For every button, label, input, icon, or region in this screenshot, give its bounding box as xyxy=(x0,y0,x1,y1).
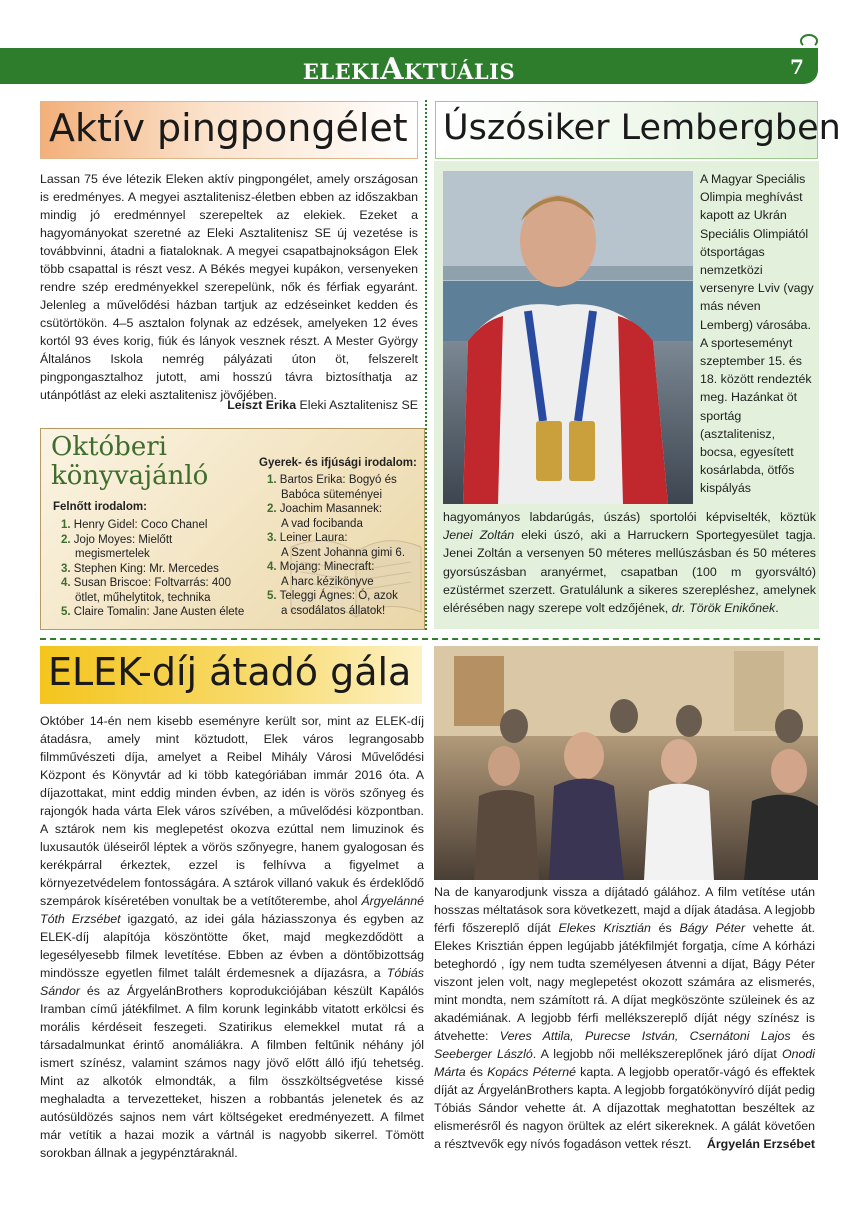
list-item: 3. Leiner Laura: A Szent Johanna gimi 6. xyxy=(267,532,406,559)
author-org: Eleki Asztalitenisz SE xyxy=(299,398,418,412)
gala-audience-photo xyxy=(434,646,818,880)
title-big-letter: A xyxy=(380,52,405,87)
article-body-gala-left: Október 14-én nem kisebb eseményre került sor, mint az ELEK-díj átadásra, amely mint köztudott, Elek város legrangosabb filmművészeti díja, amelyet a Reibel Mihály Városi Művelődési Központ és Könyvtár ad ki több kategóriában immár 2016 óta. A díjazottakat, mint eddig minden évben, az idén is vörös szőnyeg és rajongók hada várta Elek város szívében, a művelődési központban. A sztárok nem kis meglepetést okozva ezúttal nem limuzinok és luxusautók üléseiről léptek a vörös szőnyegre, hanem gyalogosan és kerékpárral érkeztek, ezzel is felhívva a figyelmet a környezetvédelem fontosságára. A sztárok villanó vakuk és érdeklődő szempárok kíséretében vonultak be a vetítőterembe, ahol Árgyelánné Tóth Erzsébet igazgató, az idei gála háziasszonya és egyben az ELEK-díj alapítója köszöntötte őket, majd megkezdődött a legesélyesebb filmek levetítése. Ebben az évben a döntőbizottság mindössze egyetlen filmet talált érdemesnek a díjazásra, a Tóbiás Sándor és az ÁrgyelánBrothers koprodukciójában készült Kapálós Iramban című játékfilmet. A film korunk leginkább vitatott erkölcsi és morális kérdéseit feszegeti. Szatirikus elemekkel mutat rá a társadalmunkat érintő anomáliákra. A filmben feltűnik néhány jól ismert színész, valamint számos nagy jövő előtt álló ifjú tehetség. Mint az alkotók elmondták, a film összköltségvetése kissé meghaladta a tervezetteket, hiszen a robbantás jelenetek és az autósüldözés sajnos nem várt költségeket eredményezett. A filmet már vetítik a hazai mozik a vártnál is nagyobb sikerrel. Tömött sorokban állnak a jegypénztáraknál. xyxy=(40,714,425,1160)
article-title-pingpong: Aktív pingpongélet xyxy=(40,101,418,159)
page-number: 7 xyxy=(790,55,804,79)
article-title-gala: ELEK-díj átadó gála xyxy=(40,646,422,704)
swimmer-photo xyxy=(443,171,693,504)
book-title-line-1: Októberi xyxy=(51,432,167,462)
list-item: 1. Henry Gidel: Coco Chanel xyxy=(61,519,208,531)
list-item: 4. Mojang: Minecraft: A harc kézikönyve xyxy=(267,561,375,588)
list-item: 5. Claire Tomalin: Jane Austen élete xyxy=(61,606,245,618)
swimmer-name: Jenei Zoltán xyxy=(443,528,515,543)
author-name: Leiszt Erika xyxy=(227,398,297,412)
book-title-line-2: könyvajánló xyxy=(51,461,209,491)
director-name: Tóbiás Sándor xyxy=(40,966,424,998)
magazine-title xyxy=(0,52,818,87)
article-signature-gala: Árgyelán Erzsébet xyxy=(706,1137,815,1151)
coach-name: dr. Török Enikőnek xyxy=(671,601,776,616)
article-title-swimming: Úszósiker Lembergben xyxy=(435,101,818,159)
article-body-pingpong: Lassan 75 éve létezik Eleken aktív pingpongélet, amely országosan is eredményes. A megyei asztalitenisz-életben ebben az időszakban mindig jó eredménnyel szerepeltek az elekiek. Ezeket a hagyományokat szeretné az Eleki Asztalitenisz SE új vezetése is továbbvinni, átadni a fiataloknak. A megyei csapatbajnokságon Elek több csapattal is részt vesz. A Békés megyei kupákon, versenyeken rendre szép eredményekkel szerepelünk, nők és férfiak egyaránt. Jelenleg a művelődési házban tartjuk az edzéseinket kedden és csütörtökön. 4–5 asztalon folynak az edzések, amelyeken 12 éves kortól 93 éves korig, fiúk és lányok vesznek részt. A Mester György Általános Iskola nemrég pályázati úton öt, felszerelt pingpongasztalhoz jutott, ami hosszú távra biztosíthatja az utánpótlást az eleki asztalitenisz jövőjében. xyxy=(40,172,418,402)
youth-heading: Gyerek- és ifjúsági irodalom: xyxy=(259,457,417,469)
section-divider xyxy=(40,638,820,640)
title-part-1: ELEKI xyxy=(302,59,381,84)
book-recommendation-box xyxy=(40,428,425,630)
article-body-swimming-bottom: hagyományos labdarúgás, úszás) sportolói képviselték, köztük Jenei Zoltán eleki úszó, aki a Harruckern Sportegyesület tagja. Jenei Zoltán a versenyen 50 méteres mellúszásban és 50 méteres gyorsúszásban aranyérmet, csapatban (100 m gyorsváltó) ezüstérmet szerzett. Gratulálunk a sikeres szerepléshez, amelynek elérésében nagy szerepe volt edzőjének, dr. Török Enikőnek. xyxy=(443,510,816,616)
list-item: 1. Bartos Erika: Bogyó és Babóca süteményei xyxy=(267,474,397,501)
swimmer-illustration-icon xyxy=(443,171,693,504)
article-signature-pingpong xyxy=(40,396,418,414)
list-item: 3. Stephen King: Mr. Mercedes xyxy=(61,562,219,575)
host-name: Árgyelánné Tóth Erzsébet xyxy=(40,894,424,926)
list-item: 2. Joachim Masannek: A vad focibanda xyxy=(267,503,383,530)
list-item: 5. Teleggi Ágnes: Ó, azok a csodálatos állatok! xyxy=(267,590,398,617)
list-item: 2. Jojo Moyes: Mielőtt megismertelek xyxy=(61,533,173,560)
adult-heading: Felnőtt irodalom: xyxy=(53,501,147,513)
adult-book-list xyxy=(61,518,281,620)
title-part-2: KTUÁLIS xyxy=(404,59,516,84)
column-divider xyxy=(425,100,427,630)
article-body-gala-right: Na de kanyarodjunk vissza a díjátadó gálához. A film vetítése után hosszas méltatások sora következett, majd a díjak átadása. A legjobb férfi főszereplő díját Elekes Krisztián és Bágy Péter vehette át. Elekes Krisztián éppen legújabb játékfilmjét forgatja, címe A kórházi beteghordó , így nem tudta személyesen átvenni a díjat, Bágy Péter viszont jelen volt, nagy meglepetést okozott számára az elismerés, mint mondta, nem számított rá. A díjat megköszönte szüleinek és az akadémiának. A legjobb férfi mellékszereplő díját négy színész is átvehette: Veres Attila, Purecse István, Csernátoni Lajos és Seeberger László. A legjobb női mellékszereplőnek járó díjat Onodi Márta és Kopács Péterné kapta. A legjobb operatőr-vágó és effektek díját az ÁrgyelánBrothers kapta. A legjobb forgatókönyvíró díját pedig Tóbiás Sándor vehette át. A díjazottak meghatottan beszéltek az elismerésről és nagyon örültek az elért sikereknek. A gálát követően a résztvevők egy nívós fogadáson vettek részt. Árgyelán Erzsébet xyxy=(434,885,816,1151)
youth-book-list xyxy=(267,473,425,618)
audience-illustration-icon xyxy=(434,646,818,880)
article-body-swimming-side: A Magyar Speciális Olimpia meghívást kapott az Ukrán Speciális Olimpiától ötsportágas nemzetközi versenyre Lviv (vagy más néven Lemberg) városába. A sporteseményt szeptember 15. és 18. között rendezték meg. Hazánkat öt sportág (asztalitenisz, bocsa, egyesített kosárlabda, ötfős kispályás xyxy=(700,172,814,496)
list-item: 4. Susan Briscoe: Foltvarrás: 400 ötlet, műhelytitok, technika xyxy=(61,577,232,604)
book-box-title xyxy=(51,433,208,491)
swirl-ornament-icon xyxy=(800,34,818,48)
